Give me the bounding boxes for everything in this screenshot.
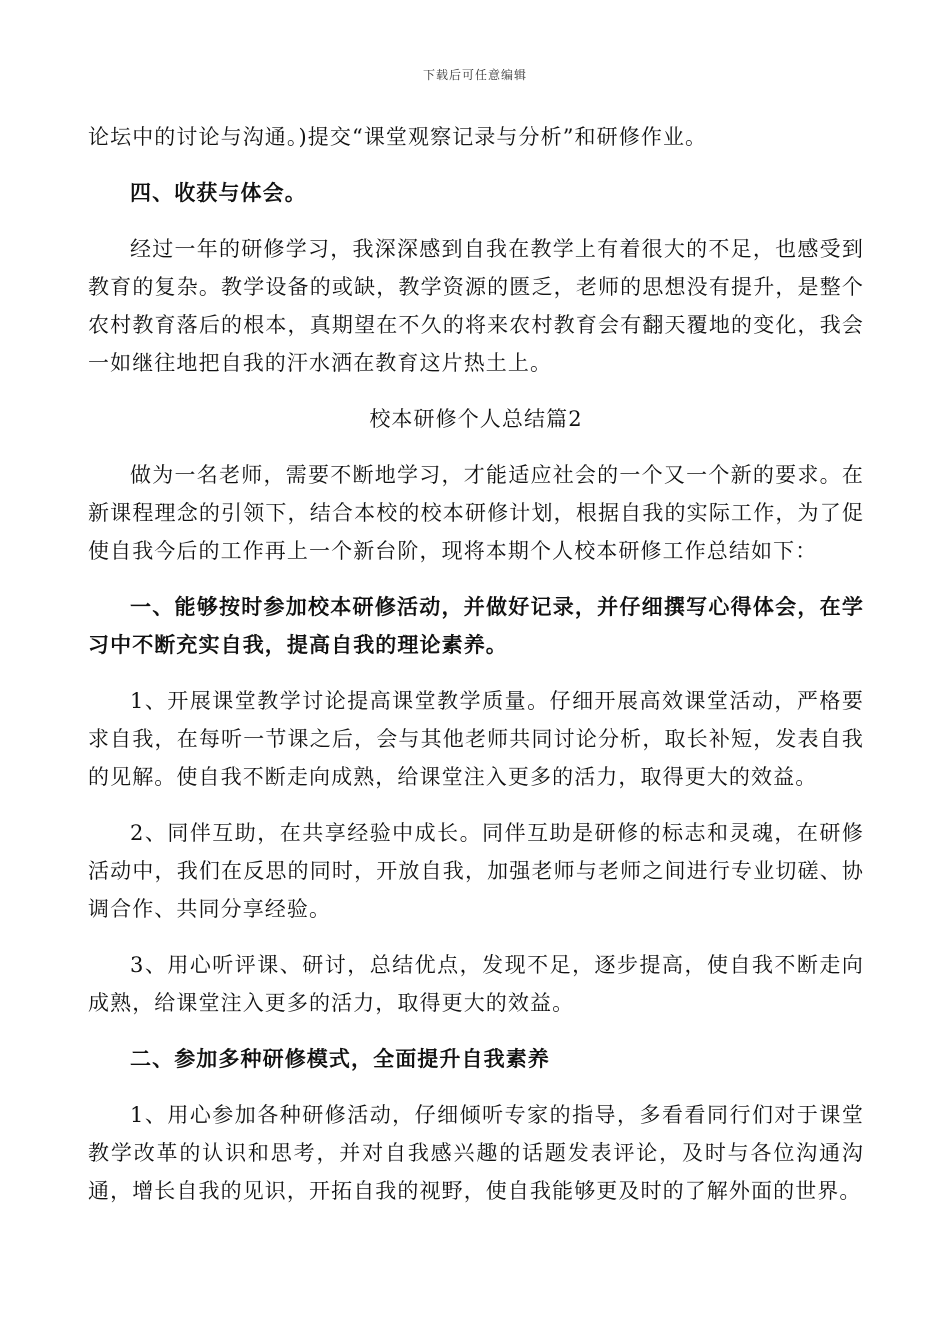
paragraph-continuation: 论坛中的讨论与沟通。)提交“课堂观察记录与分析”和研修作业。 — [88, 125, 708, 149]
paragraph-item-3: 3、用心听评课、研讨，总结优点，发现不足，逐步提高，使自我不断走向成熟，给课堂注入更多的活力，取得更大的效益。 — [88, 953, 864, 1015]
paragraph-item-1: 1、开展课堂教学讨论提高课堂教学质量。仔细开展高效课堂活动，严格要求自我，在每听一节课之后，会与其他老师共同讨论分析，取长补短，发表自我的见解。使自我不断走向成熟，给课堂注入更多的活力，取得更大的效益。 — [88, 689, 864, 789]
article-title: 校本研修个人总结篇2 — [369, 407, 583, 431]
paragraph-intro: 做为一名老师，需要不断地学习，才能适应社会的一个又一个新的要求。在新课程理念的引领下，结合本校的校本研修计划，根据自我的实际工作，为了促使自我今后的工作再上一个新台阶，现将本期个人校本研修工作总结如下： — [88, 463, 864, 563]
section-heading-4: 四、收获与体会。 — [130, 180, 307, 205]
paragraph-item-2: 2、同伴互助，在共享经验中成长。同伴互助是研修的标志和灵魂，在研修活动中，我们在反思的同时，开放自我，加强老师与老师之间进行专业切磋、协调合作、共同分享经验。 — [88, 821, 864, 921]
paragraph-item-4: 1、用心参加各种研修活动，仔细倾听专家的指导，多看看同行们对于课堂教学改革的认识和思考，并对自我感兴趣的话题发表评论，及时与各位沟通沟通，增长自我的见识，开拓自我的视野，使自我能够更及时的了解外面的世界。 — [88, 1103, 864, 1203]
document-body — [88, 118, 864, 1210]
section-heading-1: 一、能够按时参加校本研修活动，并做好记录，并仔细撰写心得体会，在学习中不断充实自我，提高自我的理论素养。 — [88, 594, 864, 657]
section-heading-2: 二、参加多种研修模式，全面提升自我素养 — [130, 1046, 550, 1071]
paragraph-reflection: 经过一年的研修学习，我深深感到自我在教学上有着很大的不足，也感受到教育的复杂。教学设备的或缺，教学资源的匮乏，老师的思想没有提升，是整个农村教育落后的根本，真期望在不久的将来农村教育会有翻天覆地的变化，我会一如继往地把自我的汗水洒在教育这片热土上。 — [88, 237, 864, 375]
page-header: 下载后可任意编辑 — [422, 68, 527, 82]
